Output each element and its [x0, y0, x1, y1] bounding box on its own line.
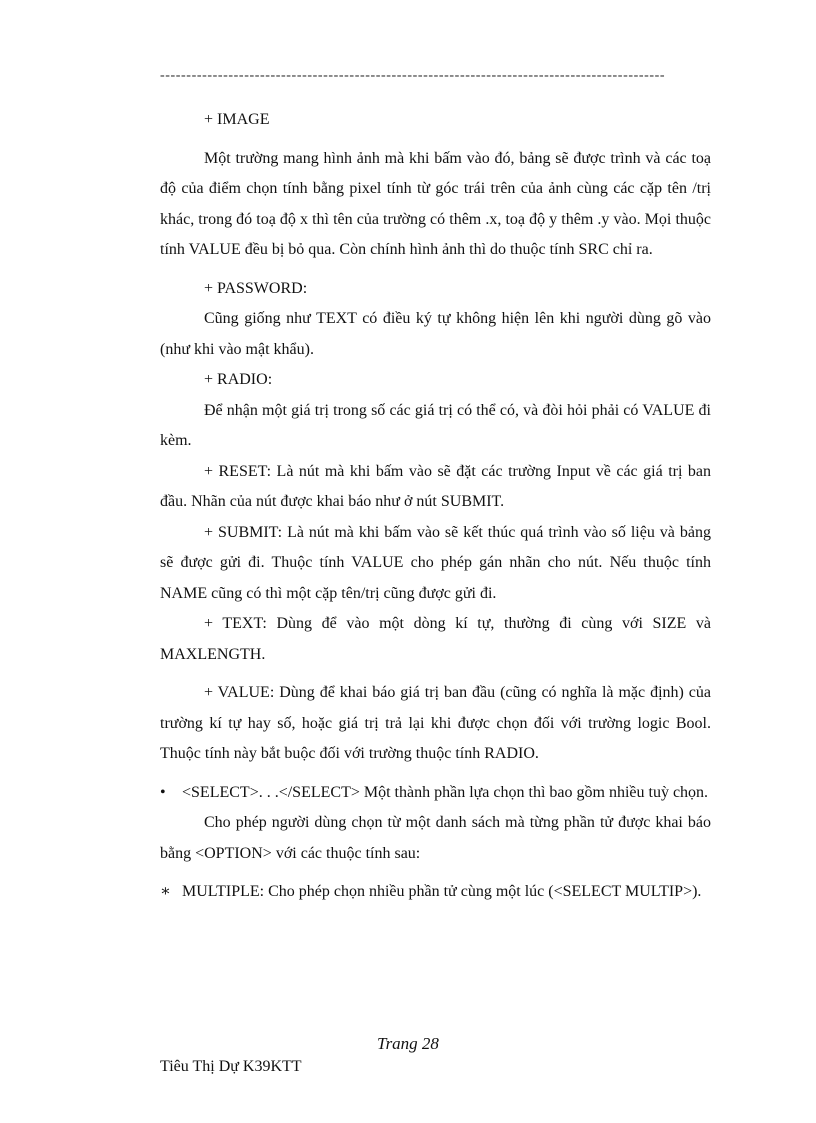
- value-paragraph: + VALUE: Dùng để khai báo giá trị ban đầu (cũng có nghĩa là mặc định) của trường kí tự hay số, hoặc giá trị trả lại khi được chọn đối với trường logic Bool. Thuộc tính này bắt buộc đối với trường thuộc tính RADIO.: [160, 684, 711, 762]
- reset-paragraph: + RESET: Là nút mà khi bấm vào sẽ đặt các trường Input về các giá trị ban đầu. Nhãn của nút được khai báo như ở nút SUBMIT.: [160, 462, 711, 510]
- page-number: Trang 28: [377, 1034, 439, 1053]
- header-rule: ------------------------------------------------------------------------------------------------: [160, 68, 666, 83]
- multiple-paragraph: MULTIPLE: Cho phép chọn nhiều phần tử cùng một lúc (<SELECT MULTIP>).: [182, 883, 702, 900]
- radio-heading: + RADIO:: [204, 371, 273, 388]
- multiple-item: [160, 877, 711, 908]
- select-item: [160, 778, 711, 809]
- text-paragraph: + TEXT: Dùng để vào một dòng kí tự, thường đi cùng với SIZE và MAXLENGTH.: [160, 615, 711, 663]
- asterisk-bullet-icon: ∗: [160, 883, 171, 900]
- bullet-icon: •: [160, 783, 166, 801]
- image-heading: + IMAGE: [204, 111, 270, 128]
- author-footer: Tiêu Thị Dự K39KTT: [160, 1058, 302, 1075]
- select-paragraph: <SELECT>. . .</SELECT> Một thành phần lựa chọn thì bao gồm nhiều tuỳ chọn.: [182, 783, 709, 801]
- submit-paragraph: + SUBMIT: Là nút mà khi bấm vào sẽ kết thúc quá trình vào số liệu và bảng sẽ được gửi đi. Thuộc tính VALUE cho phép gán nhãn cho nút. Nếu thuộc tính NAME cũng có thì một cặp tên/trị cũng được gửi đi.: [160, 523, 711, 602]
- select-description: Cho phép người dùng chọn từ một danh sách mà từng phần tử được khai báo bằng <OPTION> với các thuộc tính sau:: [160, 814, 711, 862]
- image-paragraph: Một trường mang hình ảnh mà khi bấm vào đó, bảng sẽ được trình và các toạ độ của điểm chọn tính bằng pixel tính từ góc trái trên của ảnh cùng các cặp tên /trị khác, trong đó toạ độ x thì tên của trường có thêm .x, toạ độ y thêm .y vào. Mọi thuộc tính VALUE đều bị bỏ qua. Còn chính hình ảnh thì do thuộc tính SRC chỉ ra.: [160, 149, 711, 258]
- radio-paragraph: Để nhận một giá trị trong số các giá trị có thể có, và đòi hỏi phải có VALUE đi kèm.: [160, 401, 711, 449]
- password-paragraph: Cũng giống như TEXT có điều ký tự không hiện lên khi người dùng gõ vào (như khi vào mật khẩu).: [160, 310, 711, 358]
- page-content: [160, 105, 711, 908]
- password-heading: + PASSWORD:: [204, 279, 308, 297]
